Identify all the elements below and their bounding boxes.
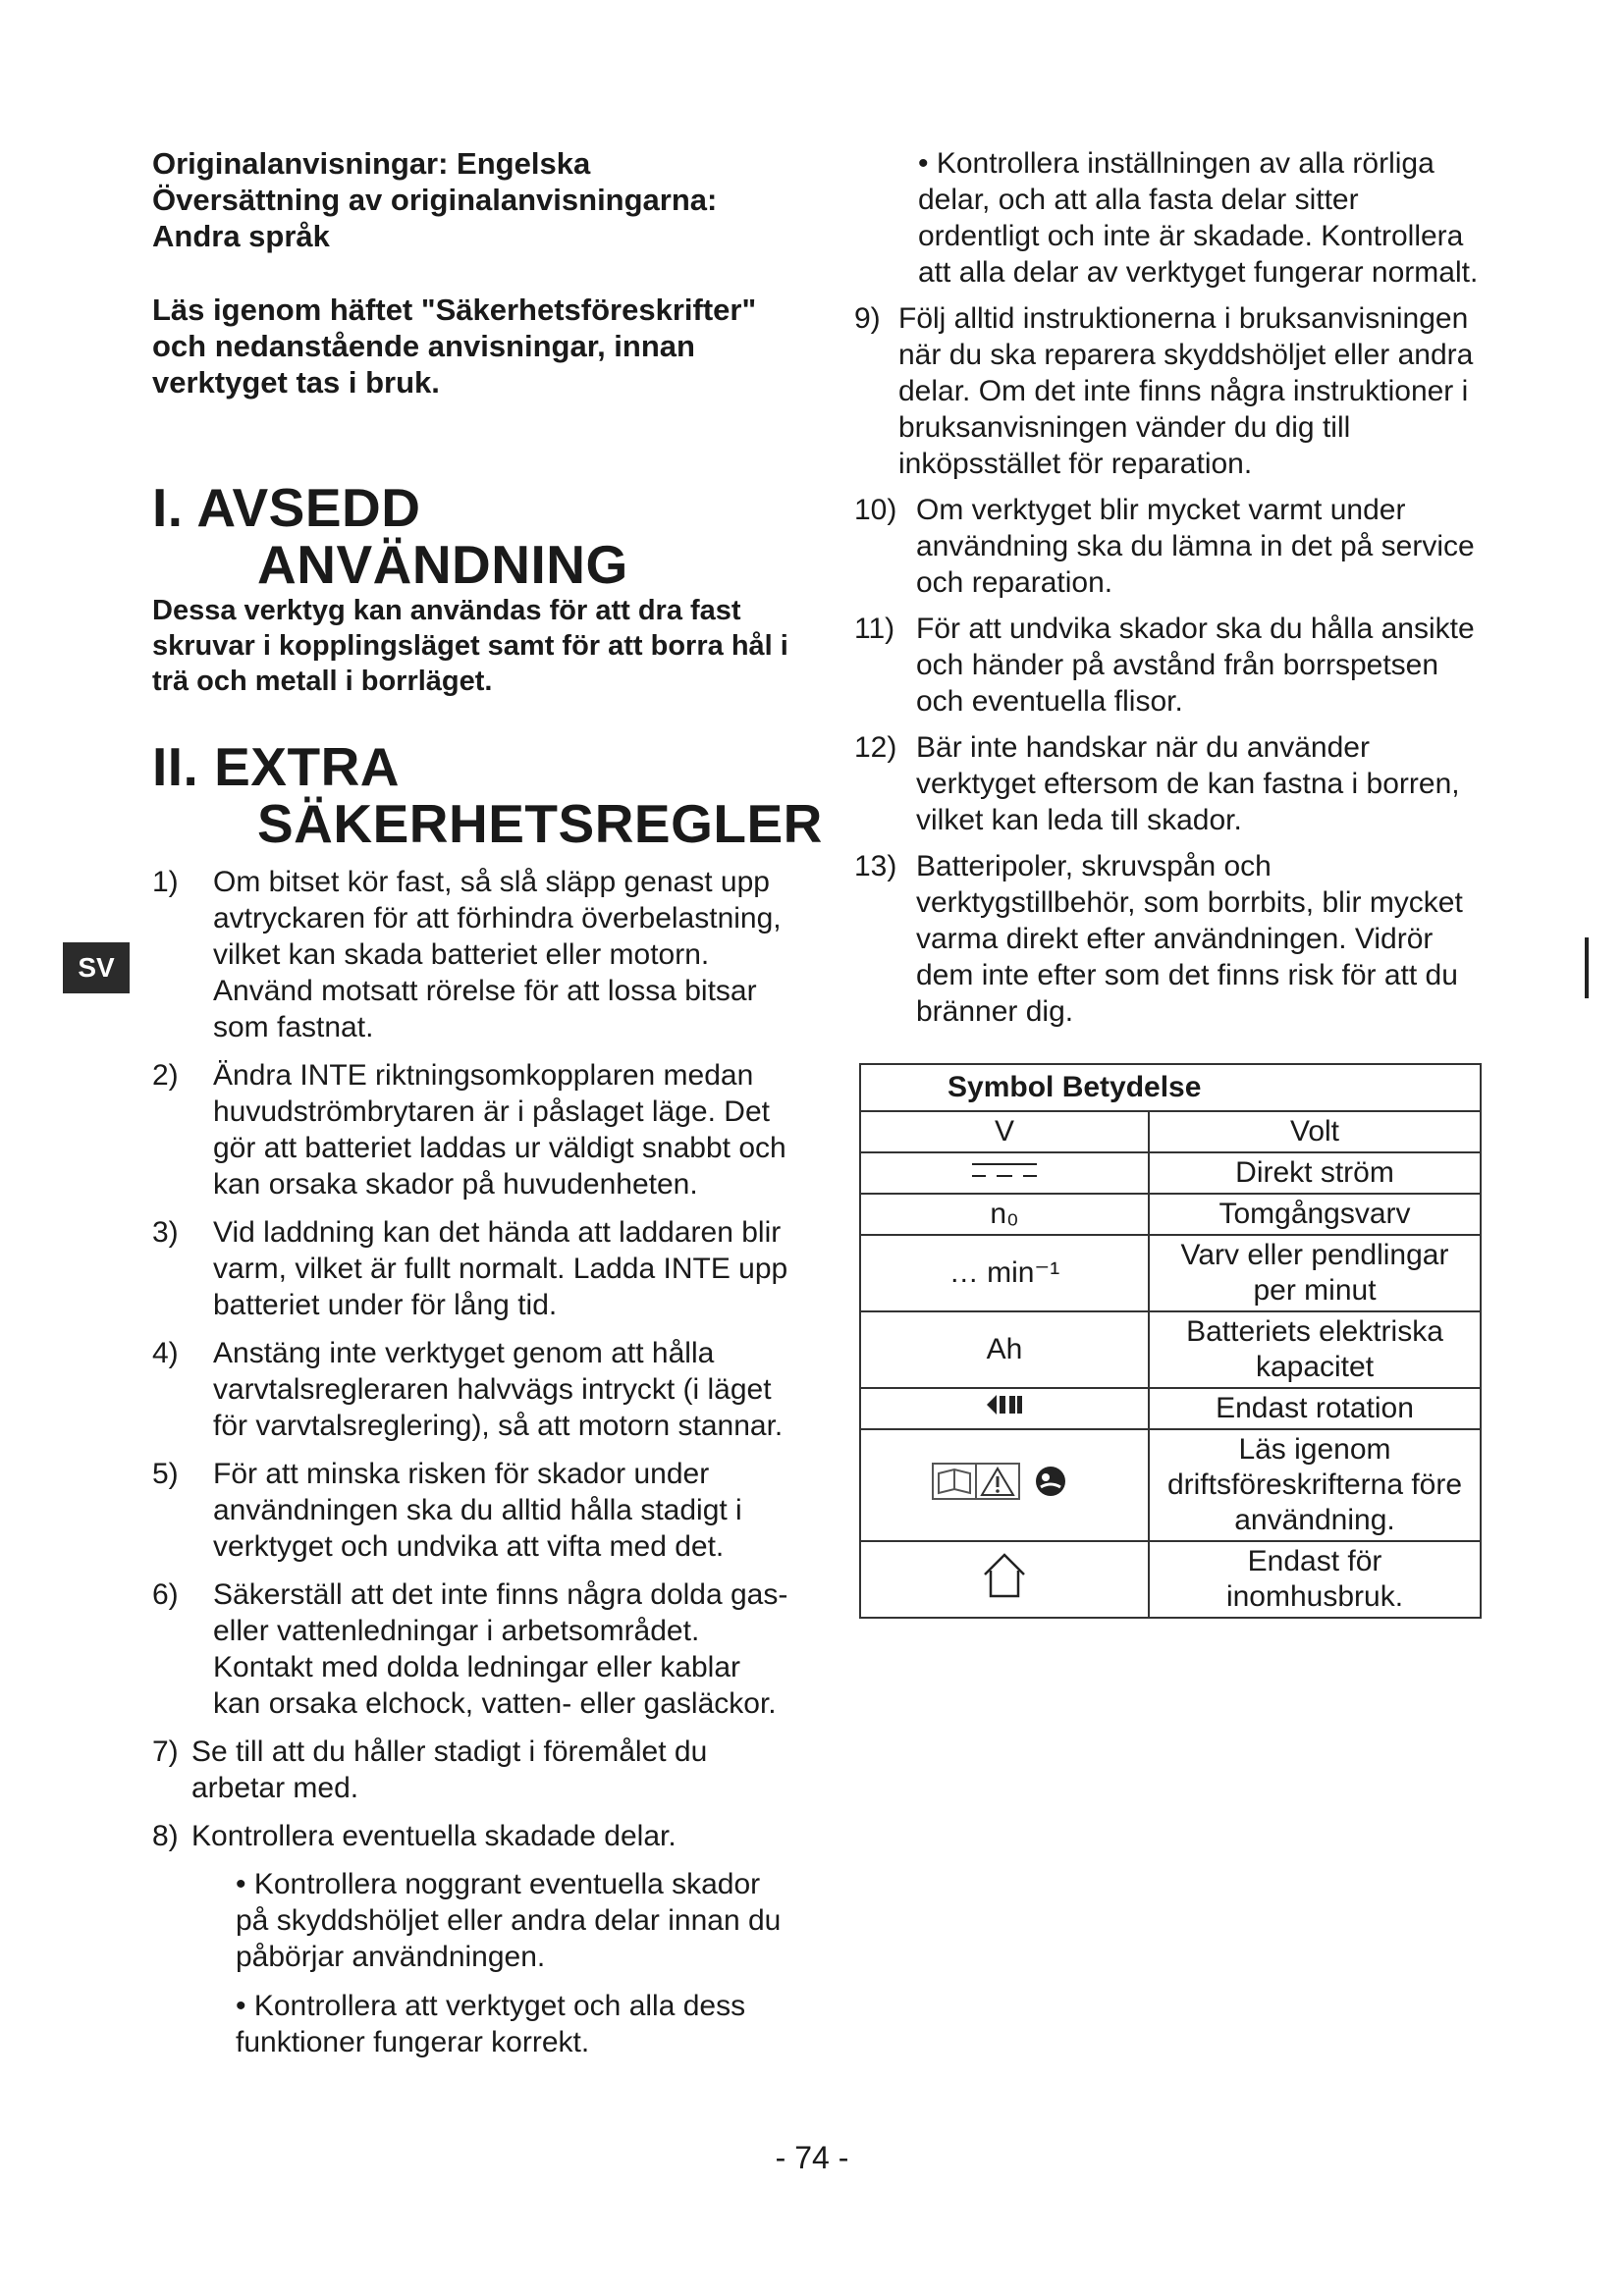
section2-title-line1: EXTRA	[214, 736, 401, 797]
list-item: 7) Se till att du håller stadigt i föremålet du arbetar med.	[152, 1735, 708, 1804]
list-item: 12) Bär inte handskar när du använder verktyget eftersom de kan fastna i borren, vilket kan leda till skador.	[854, 731, 1460, 836]
section2-title-line2: SÄKERHETSREGLER	[257, 793, 823, 854]
list-item: 11) För att undvika skador ska du hålla ansikte och händer på avstånd från borrspetsen och eventuella flisor.	[854, 613, 1475, 718]
translation-line: Översättning av originalanvisningarna:	[152, 183, 718, 217]
list-item: 9) Följ alltid instruktionerna i bruksanvisningen när du ska reparera skyddshöljet eller andra delar. Om det inte finns några instruktioner i bruksanvisningen vänder du dig till inköpsstället för reparation.	[854, 302, 1474, 480]
read-manual-icon	[931, 1460, 1078, 1503]
table-row: … min⁻¹ Varv eller pendlingar per minut	[860, 1235, 1481, 1311]
safety-rules-list	[152, 864, 790, 1854]
language-tab: SV	[63, 942, 130, 993]
list-item: 6) Säkerställ att det inte finns några dolda gas- eller vattenledningar i arbetsområdet. Kontakt med dolda ledningar eller kablar kan orsaka elchock, vatten- eller gasläckor.	[152, 1578, 788, 1720]
bullet-item: • Kontrollera inställningen av alla rörliga delar, och att alla fasta delar sitter ordentligt och inte är skadade. Kontrollera att alla delar av verktyget fungerar normalt.	[918, 147, 1479, 289]
list-item: 8) Kontrollera eventuella skadade delar.	[152, 1820, 677, 1852]
section2-heading	[152, 736, 823, 854]
list-item: 10) Om verktyget blir mycket varmt under användning ska du lämna in det på service och reparation.	[854, 494, 1475, 599]
table-row: n₀ Tomgångsvarv	[860, 1194, 1481, 1235]
indoor-use-icon	[980, 1551, 1029, 1600]
symbol-table	[859, 1063, 1482, 1619]
table-row: Endast rotation	[860, 1388, 1481, 1429]
safety-rules-list-continued	[854, 300, 1483, 1030]
rotation-icon	[985, 1392, 1024, 1417]
section1-number: I.	[152, 477, 184, 538]
table-row: V Volt	[860, 1111, 1481, 1152]
list-item: 1) Om bitset kör fast, så slå släpp genast upp avtryckaren för att förhindra överbelastning, vilket kan skada batteriet eller motorn. Använd motsatt rörelse för att lossa bitsar som fastnat.	[152, 866, 782, 1043]
dc-current-icon	[970, 1158, 1039, 1182]
margin-mark	[1585, 937, 1589, 998]
right-column	[854, 145, 1483, 1040]
list-item: 2) Ändra INTE riktningsomkopplaren medan huvudströmbrytaren är i påslaget läge. Det gör att batteriet laddas ur väldigt snabbt och kan orsaka skador på huvudenheten.	[152, 1059, 786, 1201]
page-number: - 74 -	[775, 2140, 849, 2175]
table-row: Ah Batteriets elektriska kapacitet	[860, 1311, 1481, 1388]
bullet-item: • Kontrollera noggrant eventuella skador på skyddshöljet eller andra delar innan du påbörjar användningen.	[236, 1868, 782, 1973]
list-item: 4) Anstäng inte verktyget genom att hålla varvtalsregleraren halvvägs intryckt (i läget för varvtalsreglering), så att motorn stannar.	[152, 1337, 784, 1442]
left-column	[152, 145, 823, 2073]
table-header: Symbol Betydelse	[860, 1064, 1481, 1111]
section2-number: II.	[152, 736, 199, 797]
list-item: 5) För att minska risken för skador under användningen ska du alltid hålla stadigt i verktyget och undvika att vifta med det.	[152, 1458, 742, 1563]
table-row: Endast för inomhusbruk.	[860, 1541, 1481, 1618]
table-row: Direkt ström	[860, 1152, 1481, 1194]
section1-title-line2: ANVÄNDNING	[257, 534, 628, 595]
section1-title-line1: AVSEDD	[196, 477, 421, 538]
section1-heading	[152, 479, 790, 593]
list-item: 3) Vid laddning kan det hända att laddaren blir varm, vilket är fullt normalt. Ladda INTE upp batteriet under för lång tid.	[152, 1216, 788, 1321]
list-item: 13) Batteripoler, skruvspån och verktygstillbehör, som borrbits, blir mycket varma direkt efter användningen. Vidrör dem inte efter som det finns risk för att du bränner dig.	[854, 850, 1463, 1028]
table-row: Läs igenom driftsföreskrifterna före användning.	[860, 1429, 1481, 1541]
original-language-line: Originalanvisningar: Engelska	[152, 146, 591, 181]
section1-text: Dessa verktyg kan användas för att dra fast skruvar i kopplingsläget samt för att borra hål i trä och metall i borrläget.	[152, 595, 788, 697]
other-languages-line: Andra språk	[152, 219, 330, 253]
bullet-item: • Kontrollera att verktyget och alla dess funktioner fungerar korrekt.	[236, 1990, 746, 2058]
read-notice: Läs igenom häftet "Säkerhetsföreskrifter" och nedanstående anvisningar, innan verktyget tas i bruk.	[152, 293, 757, 400]
